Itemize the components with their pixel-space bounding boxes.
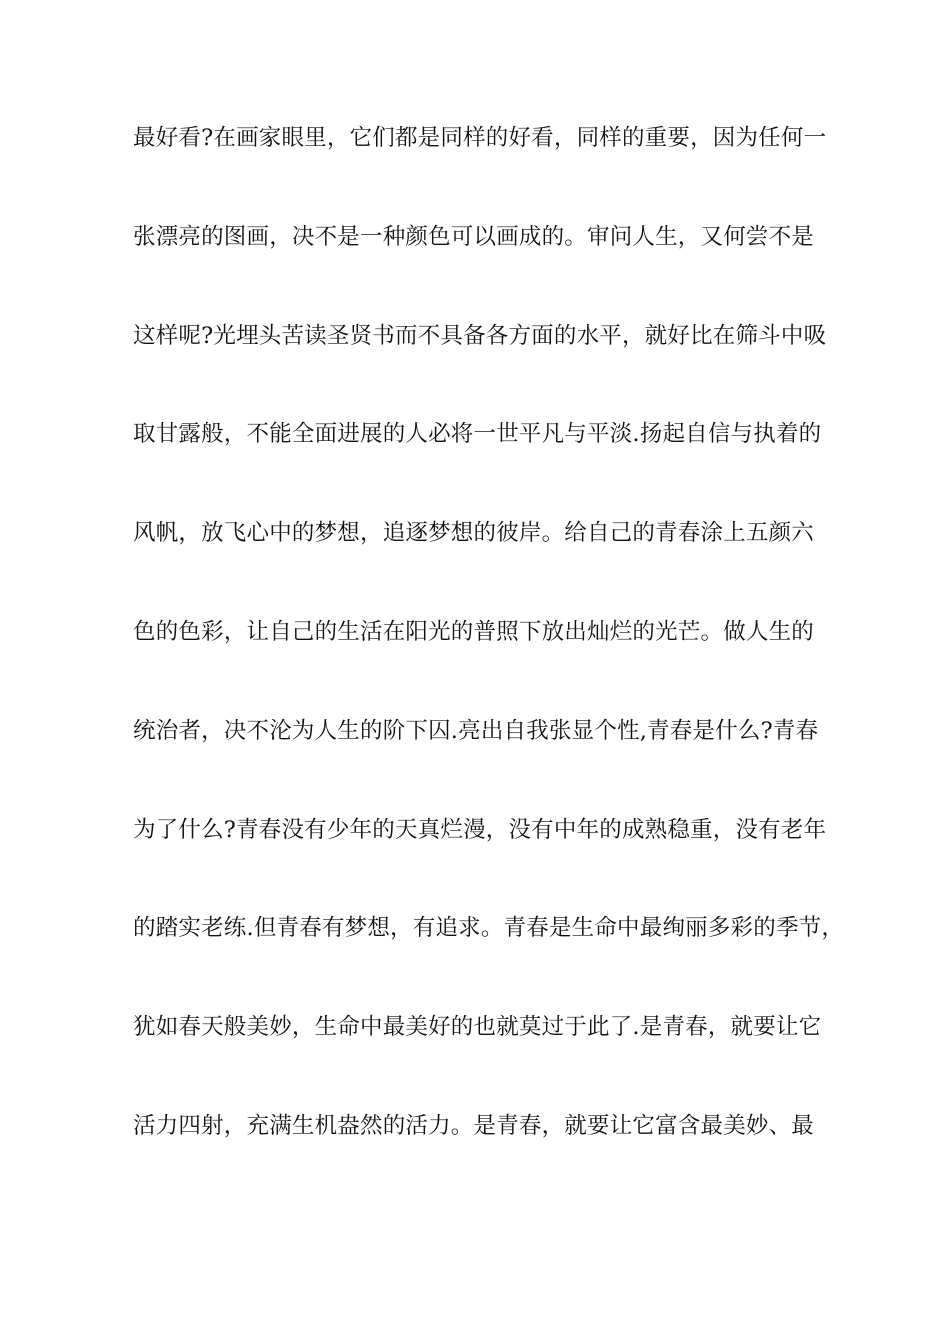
- text-line: 为了什么?青春没有少年的天真烂漫，没有中年的成熟稳重，没有老年: [133, 816, 827, 843]
- text-line: 活力四射，充满生机盎然的活力。是青春，就要让它富含最美妙、最: [133, 1112, 815, 1139]
- text-line: 的踏实老练.但青春有梦想，有追求。青春是生命中最绚丽多彩的季节，: [133, 915, 845, 942]
- text-line: 这样呢?光埋头苦读圣贤书而不具备各方面的水平，就好比在筛斗中吸: [133, 322, 827, 349]
- body-text: [133, 114, 845, 1201]
- text-line: 张漂亮的图画，决不是一种颜色可以画成的。审问人生，又何尝不是: [133, 223, 815, 250]
- text-line: 统治者，决不沦为人生的阶下囚.亮出自我张显个性,青春是什么?青春: [133, 717, 819, 744]
- text-line: 取甘露般，不能全面进展的人必将一世平凡与平淡.扬起自信与执着的: [133, 421, 822, 448]
- text-line: 最好看?在画家眼里，它们都是同样的好看，同样的重要，因为任何一: [133, 125, 827, 151]
- text-line: 犹如春天般美妙，生命中最美好的也就莫过于此了.是青春，就要让它: [133, 1014, 822, 1041]
- text-line: 风帆，放飞心中的梦想，追逐梦想的彼岸。给自己的青春涂上五颜六: [133, 520, 815, 547]
- text-line: 色的色彩，让自己的生活在阳光的普照下放出灿烂的光芒。做人生的: [133, 618, 815, 645]
